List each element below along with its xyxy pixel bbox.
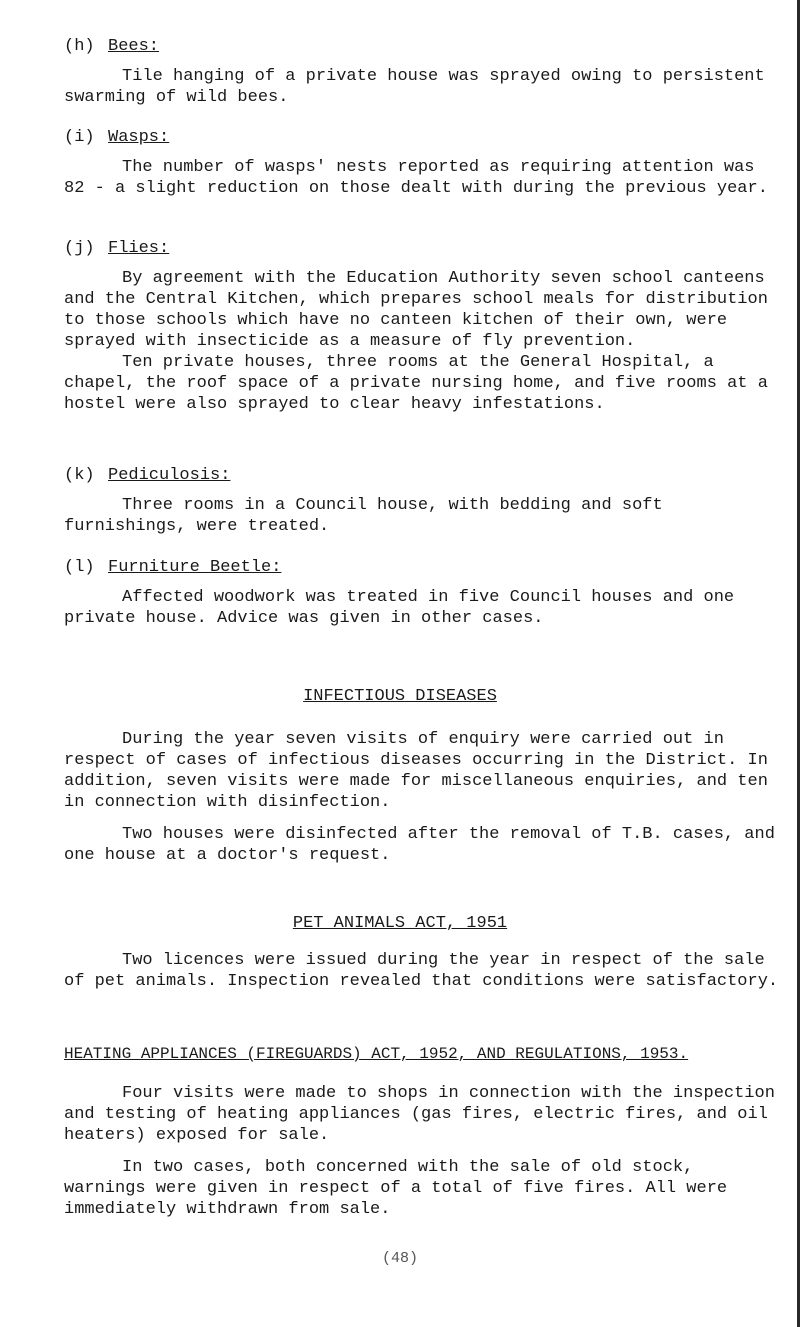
section-heading [64, 127, 784, 148]
paragraph: During the year seven visits of enquiry were carried out in respect of cases of infectious diseases occurring in the District. In addition, seven visits were made for miscellaneous enquiries, and ten in connection with disinfection. [64, 730, 768, 812]
section-flies [64, 238, 784, 415]
section-heading [64, 238, 784, 259]
paragraph: Three rooms in a Council house, with bedding and soft furnishings, were treated. [64, 496, 663, 536]
paragraph: Ten private houses, three rooms at the General Hospital, a chapel, the roof space of a private nursing home, and five rooms at a hostel were also sprayed to clear heavy infestations. [64, 353, 768, 414]
section-heading [64, 36, 784, 57]
section-heading [64, 465, 784, 486]
section-letter: (k) [64, 466, 95, 485]
heading-heating-appliances: HEATING APPLIANCES (FIREGUARDS) ACT, 1952, AND REGULATIONS, 1953. [64, 1045, 689, 1063]
heading-infectious-diseases: INFECTIOUS DISEASES [303, 687, 497, 706]
section-title: Wasps: [108, 128, 170, 147]
section-heading [64, 557, 784, 578]
paragraph: In two cases, both concerned with the sale of old stock, warnings were given in respect of a total of five fires. All were immediately withdrawn from sale. [64, 1158, 728, 1219]
section-pediculosis [64, 465, 784, 537]
paragraph: Tile hanging of a private house was sprayed owing to persistent swarming of wild bees. [64, 67, 765, 107]
section-title: Pediculosis: [108, 466, 231, 485]
paragraph: Four visits were made to shops in connection with the inspection and testing of heating appliances (gas fires, electric fires, and oil heaters) exposed for sale. [64, 1084, 775, 1145]
section-wasps [64, 127, 784, 199]
section-letter: (i) [64, 128, 95, 147]
section-title: Flies: [108, 239, 170, 258]
section-title: Furniture Beetle: [108, 558, 282, 577]
section-infectious-diseases [64, 729, 784, 866]
section-pet-animals-act [64, 950, 784, 992]
paragraph: The number of wasps' nests reported as requiring attention was 82 - a slight reduction on those dealt with during the previous year. [64, 158, 768, 198]
section-letter: (l) [64, 558, 95, 577]
section-bees [64, 36, 784, 108]
section-heating-appliances [64, 1083, 784, 1220]
paragraph: Two houses were disinfected after the removal of T.B. cases, and one house at a doctor's request. [64, 825, 775, 865]
section-letter: (h) [64, 37, 95, 56]
page-number: (48) [381, 1250, 418, 1267]
heading-pet-animals-act: PET ANIMALS ACT, 1951 [292, 914, 508, 933]
paragraph: By agreement with the Education Authority seven school canteens and the Central Kitchen, which prepares school meals for distribution to those schools which have no canteen kitchen of their own, were sprayed with insecticide as a measure of fly prevention. [64, 269, 768, 351]
section-title: Bees: [108, 37, 160, 56]
paragraph: Two licences were issued during the year in respect of the sale of pet animals. Inspection revealed that conditions were satisfactory. [64, 951, 779, 991]
section-letter: (j) [64, 239, 95, 258]
section-furniture-beetle [64, 557, 784, 629]
paragraph: Affected woodwork was treated in five Council houses and one private house. Advice was given in other cases. [64, 588, 735, 628]
